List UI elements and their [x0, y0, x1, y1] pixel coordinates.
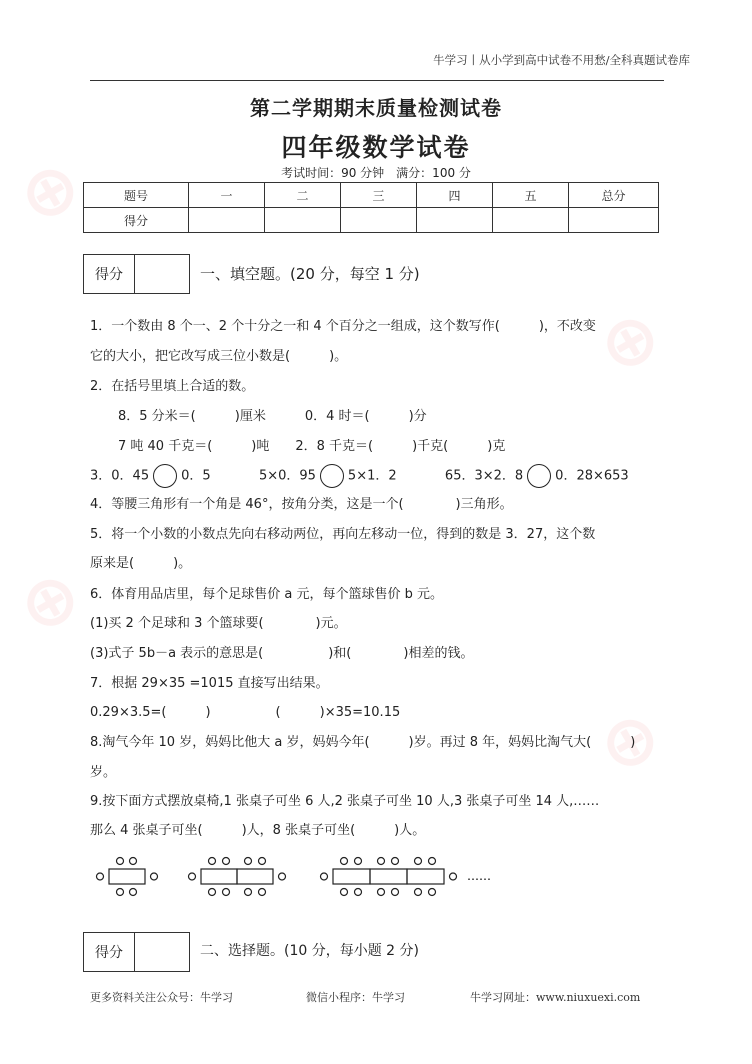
- score-table-header-row: [84, 183, 659, 208]
- score-header-cell: 四: [417, 183, 493, 208]
- question-line: 原来是( )。: [90, 556, 192, 571]
- question-line: (1)买 2 个足球和 3 个篮球要( )元。: [90, 616, 347, 631]
- score-input-cell[interactable]: [341, 208, 417, 233]
- watermark: ⊕: [3, 140, 96, 242]
- score-table-row: [84, 208, 659, 233]
- score-header-cell: 一: [189, 183, 265, 208]
- score-header-cell: 题号: [84, 183, 189, 208]
- q3-a-right: 0．5: [181, 468, 211, 484]
- table-arrangement-diagram: [93, 852, 513, 902]
- question-line: 它的大小，把它改写成三位小数是( )。: [90, 349, 348, 364]
- score-box-input[interactable]: [135, 933, 189, 971]
- score-box-label: 得分: [84, 255, 135, 293]
- compare-circle[interactable]: [320, 464, 344, 488]
- score-input-cell[interactable]: [189, 208, 265, 233]
- score-input-cell[interactable]: [265, 208, 341, 233]
- question-line: 5．将一个小数的小数点先向右移动两位，再向左移动一位，得到的数是 3．27，这个数: [90, 527, 596, 542]
- section2-title: 二、选择题。(10 分，每小题 2 分): [200, 943, 419, 959]
- score-header-cell: 总分: [569, 183, 659, 208]
- section2-score-box: [83, 932, 190, 972]
- q3-c-left: 65．3×2．8: [444, 468, 524, 484]
- question-line: 8．5 分米＝( )厘米 0．4 时＝( )分: [118, 409, 427, 424]
- question-line: 7 吨 40 千克＝( )吨 2．8 千克＝( )千克( )克: [118, 439, 506, 454]
- question-line: 7．根据 29×35 =1015 直接写出结果。: [90, 676, 329, 691]
- question-line: (3)式子 5b－a 表示的意思是( )和( )相差的钱。: [90, 646, 474, 661]
- section1-title: 一、填空题。(20 分，每空 1 分): [200, 265, 420, 283]
- score-box-label: 得分: [84, 933, 135, 971]
- watermark: ⊕: [3, 550, 96, 652]
- score-row-label: 得分: [84, 208, 189, 233]
- exam-info: 考试时间：90 分钟 满分：100 分: [281, 166, 471, 180]
- question-line: 9.按下面方式摆放桌椅,1 张桌子可坐 6 人,2 张桌子可坐 10 人,3 张桌子可坐 14 人,……: [90, 794, 600, 809]
- seat-circle: [130, 889, 137, 896]
- seat-circle: [117, 889, 124, 896]
- watermark: ⊕: [583, 690, 676, 792]
- q3-b-right: 5×1．2: [347, 468, 397, 484]
- question-line: 6．体育用品店里，每个足球售价 a 元，每个篮球售价 b 元。: [90, 587, 444, 602]
- exam-subtitle: 四年级数学试卷: [281, 133, 471, 162]
- footer-mini-program: 微信小程序：牛学习: [306, 991, 405, 1004]
- score-input-cell[interactable]: [417, 208, 493, 233]
- watermark: ⊕: [583, 290, 676, 392]
- q3-b-left: 5×0．95: [258, 468, 316, 484]
- score-header-cell: 五: [493, 183, 569, 208]
- question-3: [90, 464, 629, 488]
- score-header-cell: 二: [265, 183, 341, 208]
- question-line: 0.29×3.5=( ) ( )×35=10.15: [90, 705, 401, 720]
- compare-circle[interactable]: [153, 464, 177, 488]
- question-line: 1．一个数由 8 个一、2 个十分之一和 4 个百分之一组成，这个数写作( )，不改变: [90, 319, 596, 334]
- pattern-ellipsis: ……: [467, 869, 491, 883]
- table-shape: [109, 869, 145, 884]
- question-line: 4．等腰三角形有一个角是 46°，按角分类，这是一个( )三角形。: [90, 497, 513, 512]
- question-line: 岁。: [90, 765, 117, 780]
- seat-circle: [117, 858, 124, 865]
- header-divider: [90, 80, 664, 81]
- score-input-cell[interactable]: [569, 208, 659, 233]
- q3-c-right: 0．28×653: [555, 468, 629, 484]
- q3-a-left: 0．45: [111, 468, 150, 484]
- score-header-cell: 三: [341, 183, 417, 208]
- footer-website[interactable]: 牛学习网址：www.niuxuexi.com: [470, 991, 641, 1004]
- question-line: 8.淘气今年 10 岁，妈妈比他大 a 岁，妈妈今年( )岁。再过 8 年，妈妈比淘气大( ): [90, 735, 636, 750]
- table-shape: [237, 869, 273, 884]
- seat-circle: [151, 873, 158, 880]
- seat-circle: [97, 873, 104, 880]
- table-shape: [201, 869, 237, 884]
- score-box-input[interactable]: [135, 255, 189, 293]
- score-table: [83, 182, 659, 233]
- footer-wechat-account: 更多资料关注公众号：牛学习: [90, 991, 233, 1004]
- compare-circle[interactable]: [527, 464, 551, 488]
- site-header: 牛学习丨从小学到高中试卷不用愁/全科真题试卷库: [433, 53, 690, 67]
- q3-prefix: 3．: [90, 468, 112, 484]
- question-line: 2．在括号里填上合适的数。: [90, 379, 255, 394]
- score-input-cell[interactable]: [493, 208, 569, 233]
- exam-title: 第二学期期末质量检测试卷: [250, 96, 502, 120]
- question-line: 那么 4 张桌子可坐( )人，8 张桌子可坐( )人。: [90, 823, 426, 838]
- section1-score-box: [83, 254, 190, 294]
- seat-circle: [130, 858, 137, 865]
